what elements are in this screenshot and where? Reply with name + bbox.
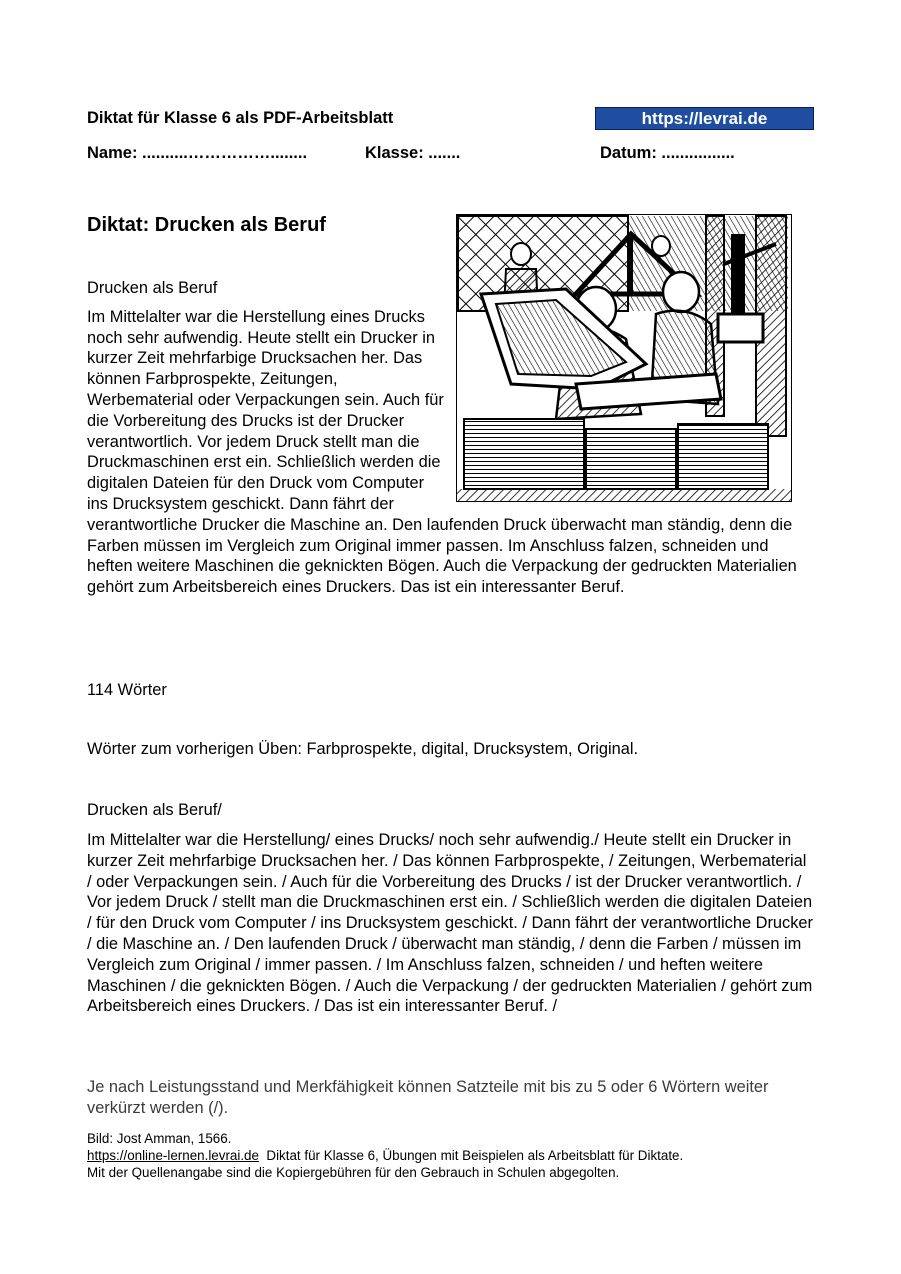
footer <box>87 1130 683 1181</box>
copyright-note: Mit der Quellenangabe sind die Kopiergebühren für den Gebrauch in Schulen abgegolten. <box>87 1165 620 1180</box>
story-section <box>87 278 815 598</box>
split-heading: Drucken als Beruf/ <box>87 801 222 819</box>
practice-words: Wörter zum vorherigen Üben: Farbprospekte, digital, Drucksystem, Original. <box>87 740 639 758</box>
class-field: Klasse: ....... <box>365 144 461 162</box>
worksheet-title: Diktat für Klasse 6 als PDF-Arbeitsblatt <box>87 109 394 127</box>
word-count: 114 Wörter <box>87 681 167 699</box>
dictation-title: Diktat: Drucken als Beruf <box>87 214 326 236</box>
footer-link-line <box>87 1147 683 1164</box>
story-text: Im Mittelalter war die Herstellung eines Drucks noch sehr aufwendig. Heute stellt ein Drucker in kurzer Zeit mehrfarbige Drucksachen her. Das können Farbprospekte, Zeitungen, Werbematerial oder Verpackungen sein. Auch für die Vorbereitung des Drucks ist der Drucker verantwortlich. Vor jedem Druck stellt man die Druckmaschinen erst ein. Schließlich werden die digitalen Dateien für den Druck vom Computer ins Drucksystem geschickt. Dann fährt der verantwortliche Drucker die Maschine an. Den laufenden Druck überwacht man ständig, denn die Farben müssen im Vergleich zum Original immer passen. Im Anschluss falzen, schneiden und heften weitere Maschinen die geknickten Bögen. Auch die Verpackung der gedruckten Materialien gehört zum Arbeitsbereich eines Druckers. Das ist ein interessanter Beruf. <box>87 307 797 597</box>
image-credit: Bild: Jost Amman, 1566. <box>87 1131 232 1146</box>
site-url-banner[interactable]: https://levrai.de <box>595 107 814 130</box>
source-description: Diktat für Klasse 6, Übungen mit Beispielen als Arbeitsblatt für Diktate. <box>266 1148 684 1163</box>
illustration-wrap-spacer <box>445 278 815 514</box>
split-dictation-text: Im Mittelalter war die Herstellung/ eines Drucks/ noch sehr aufwendig./ Heute stellt ein Drucker in kurzer Zeit mehrfarbige Drucksachen her. / Das können Farbprospekte, / Zeitungen, Werbematerial / oder Verpackungen sein. / Auch für die Vorbereitung des Drucks / ist der Drucker verantwortlich. / Vor jedem Druck / stellt man die Druckmaschinen erst ein. / Schließlich werden die digitalen Dateien / für den Druck vom Computer / ins Drucksystem geschickt. / Dann fährt der verantwortliche Drucker / die Maschine an. / Den laufenden Druck / überwacht man ständig, / denn die Farben / müssen im Vergleich zum Original / immer passen. / Im Anschluss falzen, schneiden / und heften weitere Maschinen / die geknickten Bögen. / Auch die Verpackung / der gedruckten Materialien / gehört zum Arbeitsbereich eines Druckers. / Das ist ein interessanter Beruf. / <box>87 831 813 1016</box>
teacher-note: Je nach Leistungsstand und Merkfähigkeit können Satzteile mit bis zu 5 oder 6 Wörtern weiter verkürzt werden (/). <box>87 1078 769 1117</box>
date-field: Datum: ................ <box>600 144 735 162</box>
name-field: Name: ..........……………........ <box>87 144 308 162</box>
story-heading: Drucken als Beruf <box>87 279 218 297</box>
source-link[interactable]: https://online-lernen.levrai.de <box>87 1148 259 1163</box>
